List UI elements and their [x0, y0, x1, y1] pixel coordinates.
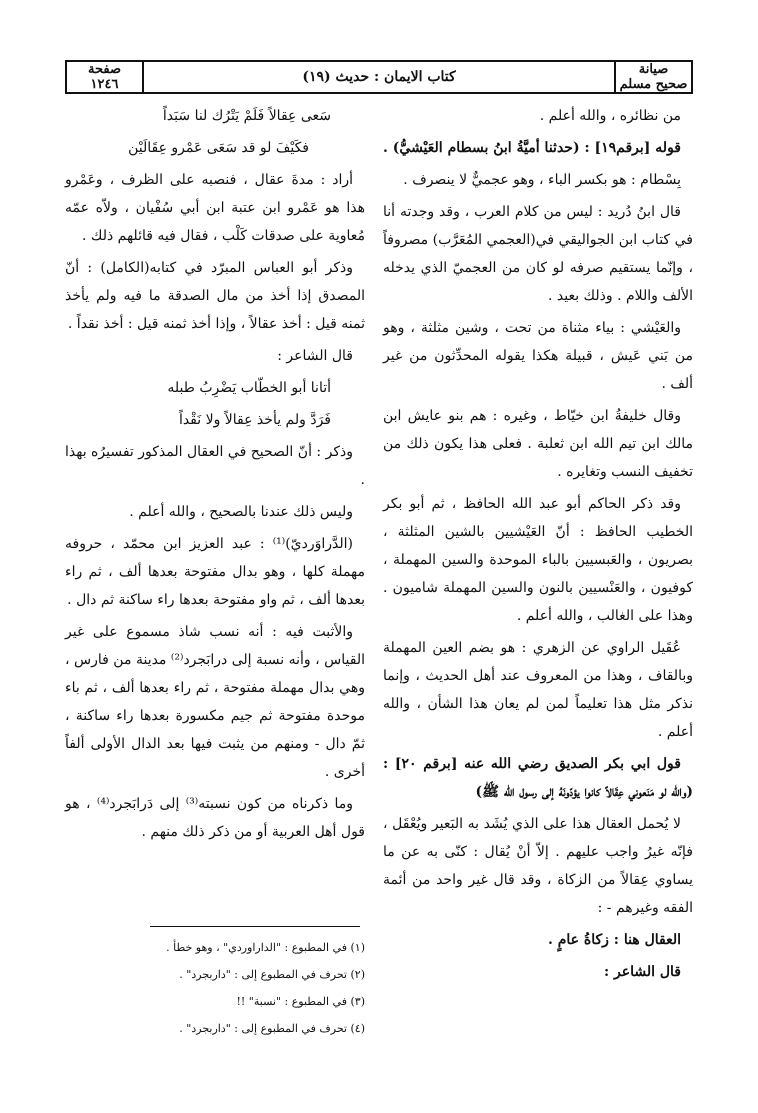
page-number-box — [67, 62, 144, 92]
paragraph: قول ابي بكر الصديق رضي الله عنه [برقم ٢٠] : (والله لو مَنَعوني عِقَالاً كانوا يؤدّونَهُ إلى رسول الله ﷺ) — [383, 756, 693, 800]
footnote: (١) في المطبوع : "الداراوردي" ، وهو خطأ . — [166, 941, 365, 954]
verse-line: فكَيْفَ لو قد سَعَى عَمْرو عِقَالَيْن — [128, 140, 309, 156]
paragraph: قال الشاعر : — [277, 348, 353, 364]
series-title-line2: صحيح مسلم — [619, 77, 688, 92]
right-text-column — [383, 102, 693, 990]
footnote: (٣) في المطبوع : "نسبة" !! — [236, 995, 365, 1008]
verse-line: أتانا أبو الخطّاب يَضْرِبُ طبله — [167, 380, 331, 396]
paragraph: عُقَيل الراوي عن الزهري : هو بضم العين المهملة وبالقاف ، وهذا من المعروف عند أهل الحديث ، وإنما نذكر مثل هذا تعليماً لمن لم يعان هذا الشأن ، والله أعلم . — [383, 640, 693, 740]
footnote: (٤) تحرف في المطبوع إلى : "داربجرد" . — [179, 1022, 365, 1035]
chapter-title-box — [144, 62, 614, 92]
footnotes — [65, 934, 365, 1042]
verse-line: فَرَدَّ ولم يأخذ عِقالاً ولا نَقْداً — [178, 412, 331, 428]
left-text-column — [65, 102, 365, 850]
paragraph: (الدَّراوَرديّ)⁽¹⁾ : عبد العزيز ابن محمّد ، حروفه مهملة كلها ، وهو بدال مفتوحة بعدها ألف ، ثم راء بعدها ألف ، ثم واو مفتوحة بعدها راء ساكنة ثم دال . — [65, 536, 365, 608]
paragraph: وذكر أبو العباس المبرّد في كتابه(الكامل) : أنّ المصدق إذا أخذ من مال الصدقة ما فيه ولم يأخذ ثمنه قيل : أخذ عقالاً ، وإذا أخذ ثمنه قيل : أخذ نقداً . — [65, 260, 365, 332]
paragraph: من نظائره ، والله أعلم . — [539, 108, 681, 124]
paragraph: قوله [برقم١٩] : (حدثنا أميَّةُ ابنُ بسطام العَيْشيُّ) . — [383, 140, 681, 156]
paragraph: وما ذكرناه من كون نسبته⁽³⁾ إلى دَرابَجرد⁽⁴⁾ ، هو قول أهل العربية أو من ذكر ذلك منهم . — [65, 796, 365, 840]
paragraph: وذكر : أنّ الصحيح في العقال المذكور تفسيرُه بهذا . — [65, 444, 365, 488]
paragraph: قال الشاعر : — [603, 964, 681, 980]
verse-line: سَعى عِقالاً فَلَمْ يَتْرُك لنا سَبَداً — [162, 108, 331, 124]
paragraph: أراد : مدةَ عقال ، فنصبه على الظرف ، وعَمْرو هذا هو عَمْرو ابن عتبة ابن أبي سُفْيان ، ولاّه عمّه مُعاوية على صدقات كَلْب ، فقال فيه قائلهم ذلك . — [65, 172, 365, 244]
footnote: (٢) تحرف في المطبوع إلى : "داربجرد" . — [179, 968, 365, 981]
paragraph: وقال خليفةُ ابن خيّاط ، وغيره : هم بنو عايش ابن مالك ابن تيم الله ابن ثعلبة . فعلى هذا يكون ذلك من تخفيف النسب وتغايره . — [383, 408, 693, 480]
paragraph: لا يُحمل العقال هذا على الذي يُشَد به البَعير ويُعْقَل ، فإنّه غيرُ واجب عليهم . إلاّ أنْ يُقال : كنّى به عن ما يساوي عِقالاً من الزكاة ، وقد قال غير واحد من أئمة الفقه وغيرهم - : — [383, 816, 693, 916]
paragraph: وليس ذلك عندنا بالصحيح ، والله أعلم . — [129, 504, 353, 520]
paragraph: بِسْطام : هو بكسر الباء ، وهو عجميٌّ لا ينصرف . — [403, 172, 681, 188]
series-title-line1: صيانة — [638, 62, 669, 77]
chapter-title: كتاب الايمان : حديث (١٩) — [302, 68, 456, 85]
page-label: صفحة — [88, 62, 121, 77]
paragraph: والأثبت فيه : أنه نسب شاذ مسموع على غير القياس ، وأنه نسبة إلى درابَجرد⁽²⁾ مدينة من فارس ، وهي بدال مهملة مفتوحة ، ثم راء بعدها ألف ، ثم باء موحدة مفتوحة ثم جيم مكسورة بعدها راء ساكنة ، ثمّ دال - ومنهم من يثبت فيها بعد الدال الأولى ألفاً أخرى . — [65, 624, 366, 780]
paragraph: والعَيْشي : بياء مثناة من تحت ، وشين مثلثة ، وهو من بَني عَيش ، قبيلة هكذا يقوله المحدِّثون من غير ألف . — [383, 320, 693, 392]
page-header — [65, 60, 693, 94]
page-number: ١٢٤٦ — [90, 77, 119, 92]
paragraph: قال ابنُ دُريد : ليس من كلام العرب ، وقد وجدته أنا في كتاب ابن الجواليقي في(العجمي المُعَرَّب) مصروفاً ، وإنّما يستقيم صرفه لو كان من العجميّ الذي يدخله الألف واللام . وذلك بعيد . — [383, 204, 693, 304]
paragraph: وقد ذكر الحاكم أبو عبد الله الحافظ ، ثم أبو بكر الخطيب الحافظ : أنّ العَيْشيين بالشين المثلثة ، بصريون ، والعَبسيين بالباء الموحدة والسين المهملة ، كوفيون ، والعَنْسيين بالنون والسين المهملة شاميون . وهذا على الغالب ، والله أعلم . — [383, 496, 693, 624]
footnote-separator — [150, 926, 360, 927]
paragraph: العقال هنا : زكاةُ عامٍ . — [547, 932, 681, 948]
series-title-box — [614, 62, 691, 92]
